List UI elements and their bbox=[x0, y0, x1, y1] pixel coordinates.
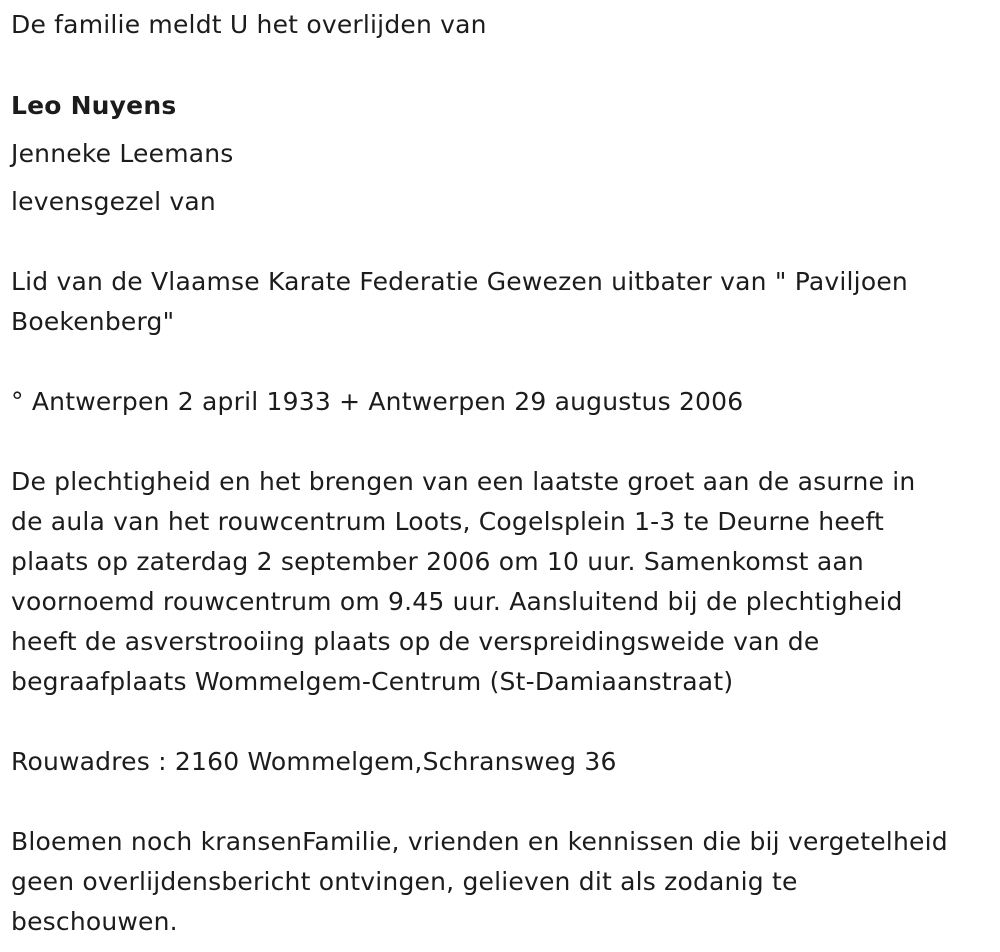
closing-line: beschouwen. bbox=[11, 907, 178, 936]
birth-death-dates: ° Antwerpen 2 april 1933 + Antwerpen 29 augustus 2006 bbox=[11, 387, 744, 416]
closing-line: geen overlijdensbericht ontvingen, gelieven dit als zodanig te bbox=[11, 867, 798, 896]
biography-line: Lid van de Vlaamse Karate Federatie Gewezen uitbater van " Paviljoen bbox=[11, 267, 908, 296]
ceremony-line: De plechtigheid en het brengen van een laatste groet aan de asurne in bbox=[11, 467, 916, 496]
partner-name: Jenneke Leemans bbox=[11, 139, 234, 168]
closing-line: Bloemen noch kransenFamilie, vrienden en kennissen die bij vergetelheid bbox=[11, 827, 948, 856]
mourning-address: Rouwadres : 2160 Wommelgem,Schransweg 36 bbox=[11, 747, 617, 776]
deceased-name: Leo Nuyens bbox=[11, 91, 177, 120]
ceremony-line: de aula van het rouwcentrum Loots, Cogelsplein 1-3 te Deurne heeft bbox=[11, 507, 885, 536]
ceremony-line: plaats op zaterdag 2 september 2006 om 10 uur. Samenkomst aan bbox=[11, 547, 864, 576]
ceremony-line: begraafplaats Wommelgem-Centrum (St-Damiaanstraat) bbox=[11, 667, 734, 696]
ceremony-line: heeft de asverstrooiing plaats op de verspreidingsweide van de bbox=[11, 627, 820, 656]
intro-text: De familie meldt U het overlijden van bbox=[11, 10, 487, 39]
biography-line: Boekenberg" bbox=[11, 307, 175, 336]
relation-text: levensgezel van bbox=[11, 187, 216, 216]
ceremony-line: voornoemd rouwcentrum om 9.45 uur. Aansluitend bij de plechtigheid bbox=[11, 587, 903, 616]
